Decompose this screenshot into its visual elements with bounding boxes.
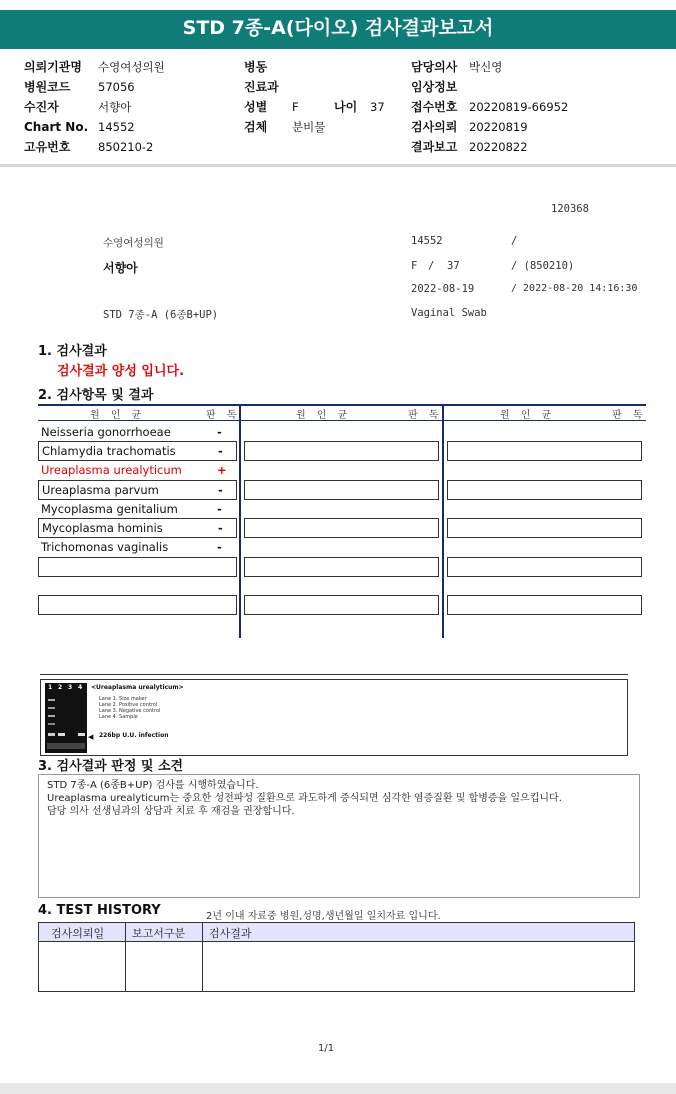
hospital-code-value: 57056 xyxy=(98,80,135,94)
unique-no-value: 850210-2 xyxy=(98,140,154,154)
organism-name: Mycoplasma hominis xyxy=(42,521,163,535)
empty-cell xyxy=(447,441,642,461)
gel-annotation: 226bp U.U. infection xyxy=(99,732,169,739)
gel-top-rule xyxy=(40,674,628,675)
info-sex: F xyxy=(411,260,418,272)
receipt-no-value: 20220819-66952 xyxy=(469,100,569,114)
header-divider xyxy=(0,164,676,167)
col-header-judge-3: 판 독 xyxy=(612,410,647,421)
request-date-value: 20220819 xyxy=(469,120,528,134)
lane-label: 4 xyxy=(78,684,83,691)
organism-name: Neisseria gonorrhoeae xyxy=(41,425,171,439)
report-date-label: 결과보고 xyxy=(411,140,458,154)
history-header-result: 검사결과 xyxy=(209,927,252,940)
history-header-report-type: 보고서구분 xyxy=(132,927,186,940)
specimen-label: 검체 xyxy=(244,120,268,134)
age-value: 37 xyxy=(370,100,385,114)
clinic-label: 의뢰기관명 xyxy=(24,60,82,74)
organism-result: - xyxy=(217,425,222,439)
report-title: STD 7종-A(다이오) 검사결과보고서 xyxy=(0,10,676,47)
result-summary: 검사결과 양성 입니다. xyxy=(57,364,185,379)
empty-cell xyxy=(447,480,642,500)
legend-line: Lane 3. Negative control xyxy=(99,708,161,714)
clinical-info-label: 임상정보 xyxy=(411,80,458,94)
info-birth: / (850210) xyxy=(511,260,575,272)
gel-band xyxy=(48,715,55,717)
organism-name: Trichomonas vaginalis xyxy=(41,540,169,554)
section4-title: 4. TEST HISTORY xyxy=(38,903,161,918)
organism-result: - xyxy=(217,502,222,516)
section2-title: 2. 검사항목 및 결과 xyxy=(38,388,154,403)
table-row xyxy=(38,518,237,538)
col-header-organism-1: 원 인 균 xyxy=(90,410,146,421)
history-header-request-date: 검사의뢰일 xyxy=(51,927,105,940)
gel-title: <Ureaplasma urealyticum> xyxy=(91,684,184,691)
col-header-judge-2: 판 독 xyxy=(408,410,443,421)
section3-title: 3. 검사결과 판정 및 소견 xyxy=(38,759,184,774)
doctor-value: 박신영 xyxy=(469,60,503,74)
empty-cell xyxy=(244,518,439,538)
age-label: 나이 xyxy=(334,100,358,114)
table-col-divider-2 xyxy=(442,404,444,638)
specimen-value: 분비물 xyxy=(292,120,326,134)
opinion-line: Ureaplasma urealyticum는 중요한 성전파성 질환으로 과도하게 증식되면 심각한 염증질환 및 합병증을 일으킵니다. xyxy=(47,793,562,804)
col-header-judge-1: 판 독 xyxy=(206,410,241,421)
history-col-divider xyxy=(125,923,126,991)
empty-cell xyxy=(244,441,439,461)
empty-cell xyxy=(38,595,237,615)
info-patient: 서향아 xyxy=(103,261,138,275)
table-row-positive xyxy=(41,461,237,479)
gel-band xyxy=(48,733,55,736)
page-number: 1/1 xyxy=(318,1043,335,1054)
gel-band xyxy=(48,723,55,725)
hospital-code-label: 병원코드 xyxy=(24,80,71,94)
info-age: 37 xyxy=(447,260,460,272)
header-col3 xyxy=(411,56,568,156)
report-id: 120368 xyxy=(551,203,589,215)
history-note: 2년 이내 자료중 병원,성명,생년월일 일치자료 입니다. xyxy=(206,911,441,922)
report-date-value: 20220822 xyxy=(469,140,528,154)
info-request-date: 2022-08-19 xyxy=(411,283,475,295)
gel-band xyxy=(47,743,85,749)
gel-image xyxy=(45,683,87,753)
gel-band xyxy=(78,733,85,736)
organism-result: - xyxy=(218,444,223,458)
arrow-icon: ◀ xyxy=(88,733,94,741)
opinion-line: 담당 의사 선생님과의 상담과 치료 후 재검을 권장합니다. xyxy=(47,806,295,817)
doctor-label: 담당의사 xyxy=(411,60,458,74)
info-slash: / xyxy=(511,235,518,247)
empty-cell xyxy=(447,595,642,615)
organism-name: Chlamydia trachomatis xyxy=(42,444,176,458)
opinion-line: STD 7종-A (6종B+UP) 검사를 시행하였습니다. xyxy=(47,780,259,791)
department-label: 진료과 xyxy=(244,80,279,94)
empty-cell xyxy=(244,595,439,615)
organism-name: Mycoplasma genitalium xyxy=(41,502,178,516)
info-chart: 14552 xyxy=(411,235,443,247)
history-table xyxy=(38,922,635,992)
gel-legend xyxy=(99,696,160,720)
chart-no-label: Chart No. xyxy=(24,120,89,134)
section1-title: 1. 검사결과 xyxy=(38,344,107,359)
col-header-organism-3: 원 인 균 xyxy=(500,410,556,421)
table-col-divider-1 xyxy=(239,404,241,638)
request-date-label: 검사의뢰 xyxy=(411,120,458,134)
table-row xyxy=(38,480,237,500)
lane-label: 3 xyxy=(68,684,73,691)
title-rule xyxy=(0,47,676,49)
empty-cell xyxy=(447,518,642,538)
gel-band xyxy=(58,733,65,736)
header-col2 xyxy=(244,56,385,136)
gel-figure xyxy=(40,679,628,756)
info-sep: / xyxy=(428,260,435,272)
legend-line: Lane 2. Positive control xyxy=(99,702,158,708)
table-row xyxy=(41,500,237,518)
organism-name: Ureaplasma parvum xyxy=(42,483,159,497)
legend-line: Lane 4. Sample xyxy=(99,714,138,720)
patient-label: 수진자 xyxy=(24,100,59,114)
unique-no-label: 고유번호 xyxy=(24,140,71,154)
legend-line: Lane 1. Size maker xyxy=(99,696,147,702)
gel-band xyxy=(48,707,55,709)
info-test-name: STD 7종-A (6종B+UP) xyxy=(103,309,219,321)
info-specimen: Vaginal Swab xyxy=(411,307,487,319)
clinic-value: 수영여성의원 xyxy=(98,60,165,74)
info-clinic: 수영여성의원 xyxy=(103,237,164,249)
bottom-band xyxy=(0,1083,676,1094)
gel-band xyxy=(48,699,55,701)
table-row xyxy=(41,423,237,441)
empty-cell xyxy=(244,557,439,577)
empty-cell xyxy=(244,480,439,500)
organism-name: Ureaplasma urealyticum xyxy=(41,463,182,477)
empty-cell xyxy=(38,557,237,577)
organism-result: + xyxy=(217,463,227,477)
chart-no-value: 14552 xyxy=(98,120,135,134)
ward-label: 병동 xyxy=(244,60,268,74)
receipt-no-label: 접수번호 xyxy=(411,100,458,114)
header-col1 xyxy=(24,56,165,156)
sex-label: 성별 xyxy=(244,100,268,114)
organism-result: - xyxy=(218,521,223,535)
patient-value: 서향아 xyxy=(98,100,132,114)
col-header-organism-2: 원 인 균 xyxy=(296,410,352,421)
history-header-row xyxy=(39,923,634,942)
lane-label: 1 xyxy=(48,684,53,691)
info-report-datetime: / 2022-08-20 14:16:30 xyxy=(511,283,638,294)
table-row xyxy=(41,538,237,556)
lane-label: 2 xyxy=(58,684,63,691)
organism-result: - xyxy=(217,540,222,554)
organism-result: - xyxy=(218,483,223,497)
table-row xyxy=(38,441,237,461)
sex-value: F xyxy=(292,100,299,114)
opinion-box xyxy=(38,774,640,898)
empty-cell xyxy=(447,557,642,577)
history-col-divider xyxy=(202,923,203,991)
